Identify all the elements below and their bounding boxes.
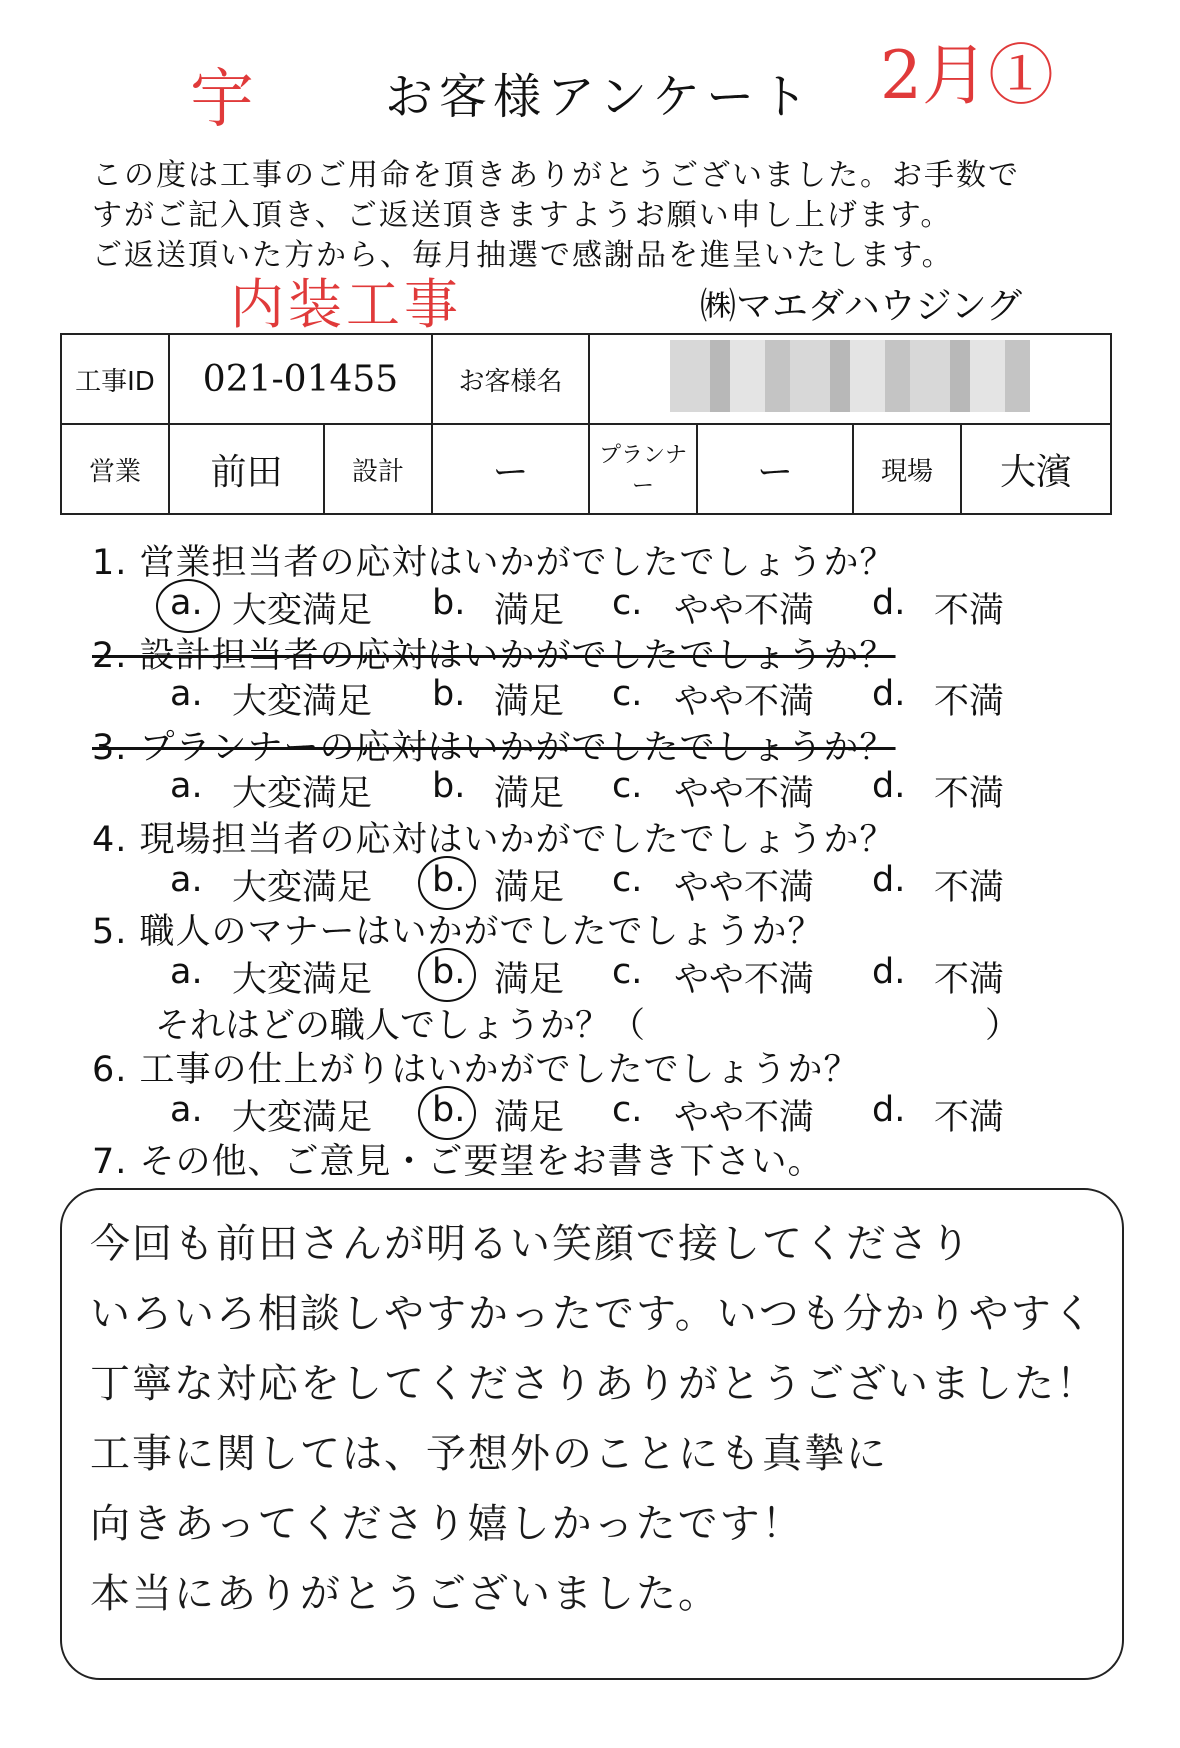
option-d-letter[interactable]: d.	[872, 860, 906, 900]
intro-line-3: ご返送頂いた方から、毎月抽選で感謝品を進呈いたします。	[92, 238, 954, 273]
question-6: 6. 工事の仕上がりはいかがでしたでしょうか？	[92, 1050, 860, 1090]
comment-line-2: いろいろ相談しやすかったです。いつも分かりやすく	[90, 1291, 1095, 1337]
option-a-label: 大変満足	[232, 682, 373, 722]
options-q1	[170, 583, 1030, 629]
option-c-letter[interactable]: c.	[612, 860, 643, 900]
design-value: ー	[432, 424, 589, 514]
question-7: 7. その他、ご意見・ご要望をお書き下さい。	[92, 1142, 824, 1182]
project-id-value: 021-01455	[169, 334, 432, 424]
planner-value: ー	[697, 424, 853, 514]
option-d-label: 不満	[934, 868, 1005, 908]
option-a-letter[interactable]: a.	[170, 860, 203, 900]
options-q6	[170, 1090, 1030, 1136]
site-label: 現場	[853, 424, 961, 514]
option-d-letter[interactable]: d.	[872, 1090, 906, 1130]
option-c-label: やや不満	[674, 682, 815, 722]
month-mark: 2月①	[880, 37, 1054, 114]
comment-line-6: 本当にありがとうございました。	[90, 1571, 720, 1617]
page-title: お客様アンケート	[385, 69, 815, 125]
selected-circle-b	[418, 856, 476, 910]
option-d-letter[interactable]: d.	[872, 583, 906, 623]
design-label: 設計	[324, 424, 432, 514]
option-a-label: 大変満足	[232, 1098, 373, 1138]
option-d-label: 不満	[934, 1098, 1005, 1138]
comment-line-3: 丁寧な対応をしてくださりありがとうございました！	[90, 1361, 1098, 1407]
options-q2	[170, 674, 1030, 720]
option-b-letter[interactable]: b.	[432, 1090, 466, 1130]
option-a-letter[interactable]: a.	[170, 674, 203, 714]
stamp-mark: 宇	[190, 63, 254, 137]
q5-followup: それはどの職人でしょうか？（	[155, 1006, 646, 1046]
comment-line-1: 今回も前田さんが明るい笑顔で接してくださり	[90, 1221, 972, 1267]
option-b-label: 満足	[494, 960, 565, 1000]
question-2: 2. 設計担当者の応対はいかがでしたでしょうか？	[92, 636, 896, 676]
option-d-letter[interactable]: d.	[872, 674, 906, 714]
question-1: 1. 営業担当者の応対はいかがでしたでしょうか？	[92, 543, 896, 583]
option-b-letter[interactable]: b.	[432, 583, 466, 623]
customer-name-value	[589, 334, 1111, 424]
option-c-label: やや不満	[674, 868, 815, 908]
option-c-letter[interactable]: c.	[612, 952, 643, 992]
option-a-letter[interactable]: a.	[170, 1090, 203, 1130]
question-4: 4. 現場担当者の応対はいかがでしたでしょうか？	[92, 820, 896, 860]
comment-line-4: 工事に関しては、予想外のことにも真摯に	[90, 1431, 888, 1477]
option-c-letter[interactable]: c.	[612, 583, 643, 623]
option-d-letter[interactable]: d.	[872, 952, 906, 992]
project-id-label: 工事ID	[61, 334, 169, 424]
selected-circle-a	[156, 579, 220, 633]
options-q3	[170, 766, 1030, 812]
option-a-letter[interactable]: a.	[170, 766, 203, 806]
planner-label: プランナー	[589, 424, 697, 514]
option-b-label: 満足	[494, 1098, 565, 1138]
option-d-label: 不満	[934, 774, 1005, 814]
option-c-letter[interactable]: c.	[612, 674, 643, 714]
option-a-letter[interactable]: a.	[170, 952, 203, 992]
option-a-label: 大変満足	[232, 868, 373, 908]
selected-circle-b	[418, 948, 476, 1002]
option-c-label: やや不満	[674, 591, 815, 631]
intro-line-1: この度は工事のご用命を頂きありがとうございました。お手数で	[92, 158, 1020, 193]
option-a-label: 大変満足	[232, 591, 373, 631]
option-b-letter[interactable]: b.	[432, 674, 466, 714]
options-q4	[170, 860, 1030, 906]
option-a-label: 大変満足	[232, 774, 373, 814]
comment-line-5: 向きあってくださり嬉しかったです！	[90, 1501, 804, 1547]
selected-circle-b	[418, 1086, 476, 1140]
option-b-letter[interactable]: b.	[432, 952, 466, 992]
intro-line-2: すがご記入頂き、ご返送頂きますようお願い申し上げます。	[92, 198, 953, 233]
option-c-letter[interactable]: c.	[612, 1090, 643, 1130]
question-5: 5. 職人のマナーはいかがでしたでしょうか？	[92, 912, 824, 952]
option-d-letter[interactable]: d.	[872, 766, 906, 806]
option-c-label: やや不満	[674, 774, 815, 814]
q5-followup-close: ）	[985, 1006, 1021, 1046]
option-a-letter[interactable]: a.	[170, 583, 203, 623]
options-q5	[170, 952, 1030, 998]
option-d-label: 不満	[934, 682, 1005, 722]
option-c-letter[interactable]: c.	[612, 766, 643, 806]
site-value: 大濱	[961, 424, 1111, 514]
option-c-label: やや不満	[674, 960, 815, 1000]
customer-name-label: お客様名	[432, 334, 589, 424]
work-type-note: 内装工事	[230, 273, 462, 336]
option-b-label: 満足	[494, 591, 565, 631]
option-d-label: 不満	[934, 960, 1005, 1000]
option-d-label: 不満	[934, 591, 1005, 631]
option-c-label: やや不満	[674, 1098, 815, 1138]
redacted-name	[670, 340, 1030, 412]
project-info-table	[60, 333, 1112, 515]
sales-label: 営業	[61, 424, 169, 514]
option-b-label: 満足	[494, 682, 565, 722]
sales-value: 前田	[169, 424, 324, 514]
option-a-label: 大変満足	[232, 960, 373, 1000]
company-name: ㈱マエダハウジング	[700, 286, 1023, 327]
option-b-label: 満足	[494, 774, 565, 814]
option-b-label: 満足	[494, 868, 565, 908]
option-b-letter[interactable]: b.	[432, 860, 466, 900]
option-b-letter[interactable]: b.	[432, 766, 466, 806]
question-3: 3. プランナーの応対はいかがでしたでしょうか？	[92, 728, 896, 768]
